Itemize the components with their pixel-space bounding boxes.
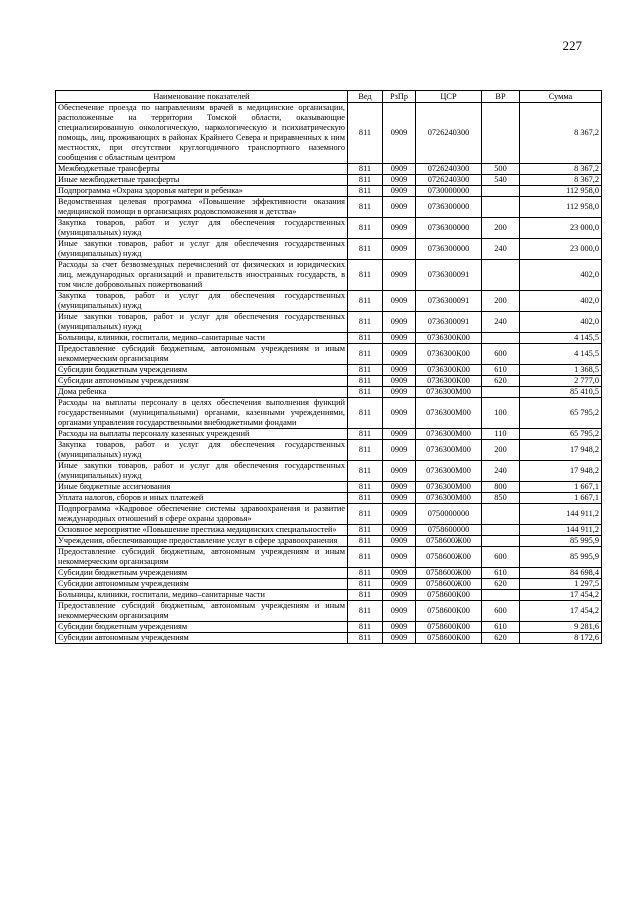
table-row xyxy=(56,461,602,482)
row-name: Иные закупки товаров, работ и услуг для обеспечения государственных (муниципальных) нужд xyxy=(56,312,348,333)
row-sum: 17 454,2 xyxy=(520,590,602,601)
row-ved: 811 xyxy=(348,312,383,333)
header-name: Наименование показателей xyxy=(56,91,348,103)
row-sum: 112 958,0 xyxy=(520,186,602,197)
table-row xyxy=(56,429,602,440)
row-name: Подпрограмма «Охрана здоровья матери и ребенка» xyxy=(56,186,348,197)
row-rzpr: 0909 xyxy=(383,103,416,164)
row-csr: 0736300091 xyxy=(416,291,482,312)
row-vr: 620 xyxy=(482,579,520,590)
row-ved: 811 xyxy=(348,365,383,376)
row-vr: 620 xyxy=(482,633,520,644)
row-rzpr: 0909 xyxy=(383,387,416,398)
table-row xyxy=(56,525,602,536)
row-name: Предоставление субсидий бюджетным, автономным учреждениям и иным некоммерческим организациям xyxy=(56,601,348,622)
row-name: Субсидии автономным учреждениям xyxy=(56,579,348,590)
row-rzpr: 0909 xyxy=(383,291,416,312)
row-name: Предоставление субсидий бюджетным, автономным учреждениям и иным некоммерческим организациям xyxy=(56,547,348,568)
table-row xyxy=(56,333,602,344)
row-name: Иные межбюджетные трансферты xyxy=(56,175,348,186)
row-csr: 0736300К00 xyxy=(416,365,482,376)
row-rzpr: 0909 xyxy=(383,525,416,536)
row-ved: 811 xyxy=(348,601,383,622)
row-ved: 811 xyxy=(348,344,383,365)
row-name: Расходы за счет безвозмездных перечислений от физических и юридических лиц, международных организаций и правительств иностранных государств, в том числе добровольных пожертвований xyxy=(56,260,348,291)
row-ved: 811 xyxy=(348,103,383,164)
row-ved: 811 xyxy=(348,239,383,260)
row-sum: 17 454,2 xyxy=(520,601,602,622)
table-row xyxy=(56,312,602,333)
row-ved: 811 xyxy=(348,482,383,493)
row-rzpr: 0909 xyxy=(383,197,416,218)
row-name: Субсидии автономным учреждениям xyxy=(56,376,348,387)
row-rzpr: 0909 xyxy=(383,568,416,579)
row-vr: 610 xyxy=(482,568,520,579)
row-rzpr: 0909 xyxy=(383,260,416,291)
row-rzpr: 0909 xyxy=(383,601,416,622)
row-sum: 17 948,2 xyxy=(520,440,602,461)
table-row xyxy=(56,260,602,291)
page-number: 227 xyxy=(562,38,582,53)
row-sum: 8 367,2 xyxy=(520,103,602,164)
row-vr: 100 xyxy=(482,398,520,429)
row-ved: 811 xyxy=(348,525,383,536)
table-row xyxy=(56,622,602,633)
row-name: Основное мероприятие «Повышение престижа медицинских специальностей» xyxy=(56,525,348,536)
row-rzpr: 0909 xyxy=(383,622,416,633)
row-ved: 811 xyxy=(348,164,383,175)
row-vr: 600 xyxy=(482,344,520,365)
table-row xyxy=(56,601,602,622)
row-ved: 811 xyxy=(348,633,383,644)
row-csr: 0736300М00 xyxy=(416,493,482,504)
row-csr: 0758600Ж00 xyxy=(416,579,482,590)
row-name: Субсидии бюджетным учреждениям xyxy=(56,365,348,376)
row-csr: 0758600000 xyxy=(416,525,482,536)
row-ved: 811 xyxy=(348,175,383,186)
row-sum: 65 795,2 xyxy=(520,429,602,440)
row-name: Обеспечение проезда по направлениям врачей в медицинские организации, расположенные на территории Томской области, оказывающие специализированную онкологическую, наркологическую и психиатрическую помощь, лиц, проживающих в районах Крайнего Севера и приравненных к ним местностях, при отсутствии круглогодичного транспортного наземного сообщения с областным центром xyxy=(56,103,348,164)
row-ved: 811 xyxy=(348,547,383,568)
row-vr xyxy=(482,504,520,525)
row-csr: 0726240300 xyxy=(416,175,482,186)
table-row xyxy=(56,536,602,547)
row-vr: 850 xyxy=(482,493,520,504)
row-ved: 811 xyxy=(348,504,383,525)
row-sum: 144 911,2 xyxy=(520,504,602,525)
row-vr: 110 xyxy=(482,429,520,440)
row-sum: 9 281,6 xyxy=(520,622,602,633)
row-ved: 811 xyxy=(348,440,383,461)
row-rzpr: 0909 xyxy=(383,633,416,644)
row-name: Иные закупки товаров, работ и услуг для обеспечения государственных (муниципальных) нужд xyxy=(56,461,348,482)
table-row xyxy=(56,376,602,387)
row-sum: 23 000,0 xyxy=(520,218,602,239)
row-sum: 1 667,1 xyxy=(520,482,602,493)
row-vr: 240 xyxy=(482,312,520,333)
table-row xyxy=(56,186,602,197)
row-rzpr: 0909 xyxy=(383,547,416,568)
row-ved: 811 xyxy=(348,218,383,239)
row-name: Закупка товаров, работ и услуг для обеспечения государственных (муниципальных) нужд xyxy=(56,218,348,239)
row-rzpr: 0909 xyxy=(383,398,416,429)
budget-table xyxy=(55,90,602,644)
row-sum: 112 958,0 xyxy=(520,197,602,218)
row-vr: 240 xyxy=(482,461,520,482)
row-vr xyxy=(482,387,520,398)
row-rzpr: 0909 xyxy=(383,429,416,440)
row-sum: 4 145,5 xyxy=(520,344,602,365)
row-rzpr: 0909 xyxy=(383,218,416,239)
row-sum: 8 367,2 xyxy=(520,164,602,175)
row-ved: 811 xyxy=(348,568,383,579)
row-vr: 200 xyxy=(482,218,520,239)
row-sum: 402,0 xyxy=(520,260,602,291)
table-body xyxy=(56,103,602,644)
row-name: Иные бюджетные ассигнования xyxy=(56,482,348,493)
table-row xyxy=(56,579,602,590)
row-ved: 811 xyxy=(348,579,383,590)
row-name: Больницы, клиники, госпитали, медико–санитарные части xyxy=(56,333,348,344)
row-vr: 610 xyxy=(482,622,520,633)
row-csr: 0736300000 xyxy=(416,197,482,218)
row-csr: 0758600Ж00 xyxy=(416,536,482,547)
row-vr xyxy=(482,333,520,344)
table-row xyxy=(56,590,602,601)
row-ved: 811 xyxy=(348,260,383,291)
table-row xyxy=(56,344,602,365)
row-ved: 811 xyxy=(348,376,383,387)
row-csr: 0736300091 xyxy=(416,260,482,291)
row-sum: 1 368,5 xyxy=(520,365,602,376)
row-rzpr: 0909 xyxy=(383,482,416,493)
header-vr: ВР xyxy=(482,91,520,103)
table-row xyxy=(56,175,602,186)
row-csr: 0726240300 xyxy=(416,103,482,164)
row-vr xyxy=(482,260,520,291)
row-vr xyxy=(482,590,520,601)
row-sum: 1 297,5 xyxy=(520,579,602,590)
row-name: Уплата налогов, сборов и иных платежей xyxy=(56,493,348,504)
table-row xyxy=(56,482,602,493)
row-sum: 402,0 xyxy=(520,312,602,333)
row-name: Расходы на выплаты персоналу казенных учреждений xyxy=(56,429,348,440)
row-ved: 811 xyxy=(348,493,383,504)
row-ved: 811 xyxy=(348,333,383,344)
row-vr: 200 xyxy=(482,440,520,461)
row-vr xyxy=(482,103,520,164)
row-csr: 0758600Ж00 xyxy=(416,547,482,568)
row-sum: 84 698,4 xyxy=(520,568,602,579)
row-sum: 23 000,0 xyxy=(520,239,602,260)
table-row xyxy=(56,218,602,239)
row-sum: 65 795,2 xyxy=(520,398,602,429)
row-name: Дома ребенка xyxy=(56,387,348,398)
row-sum: 1 667,1 xyxy=(520,493,602,504)
row-name: Закупка товаров, работ и услуг для обеспечения государственных (муниципальных) нужд xyxy=(56,440,348,461)
row-vr: 600 xyxy=(482,547,520,568)
row-rzpr: 0909 xyxy=(383,376,416,387)
row-rzpr: 0909 xyxy=(383,344,416,365)
row-csr: 0736300000 xyxy=(416,239,482,260)
row-rzpr: 0909 xyxy=(383,175,416,186)
row-vr xyxy=(482,197,520,218)
table-row xyxy=(56,387,602,398)
row-ved: 811 xyxy=(348,536,383,547)
row-ved: 811 xyxy=(348,186,383,197)
row-vr xyxy=(482,525,520,536)
row-ved: 811 xyxy=(348,590,383,601)
table-header-row xyxy=(56,91,602,103)
row-sum: 85 995,9 xyxy=(520,547,602,568)
table-row xyxy=(56,568,602,579)
row-csr: 0736300М00 xyxy=(416,440,482,461)
header-rzpr: РзПр xyxy=(383,91,416,103)
table-row xyxy=(56,633,602,644)
row-rzpr: 0909 xyxy=(383,186,416,197)
row-csr: 0730000000 xyxy=(416,186,482,197)
row-csr: 0736300М00 xyxy=(416,482,482,493)
row-rzpr: 0909 xyxy=(383,493,416,504)
row-rzpr: 0909 xyxy=(383,312,416,333)
row-vr: 200 xyxy=(482,291,520,312)
row-csr: 0736300К00 xyxy=(416,333,482,344)
row-csr: 0736300М00 xyxy=(416,461,482,482)
row-csr: 0736300К00 xyxy=(416,376,482,387)
row-csr: 0736300М00 xyxy=(416,387,482,398)
row-vr: 540 xyxy=(482,175,520,186)
row-ved: 811 xyxy=(348,387,383,398)
row-rzpr: 0909 xyxy=(383,440,416,461)
row-name: Расходы на выплаты персоналу в целях обеспечения выполнения функций государственными (муниципальными) органами, казенными учреждениями, органами управления государственными внебюджетными фондами xyxy=(56,398,348,429)
row-csr: 0758600К00 xyxy=(416,633,482,644)
row-vr: 240 xyxy=(482,239,520,260)
header-csr: ЦСР xyxy=(416,91,482,103)
row-rzpr: 0909 xyxy=(383,461,416,482)
row-rzpr: 0909 xyxy=(383,536,416,547)
table-row xyxy=(56,239,602,260)
row-vr xyxy=(482,186,520,197)
row-name: Предоставление субсидий бюджетным, автономным учреждениям и иным некоммерческим организациям xyxy=(56,344,348,365)
row-rzpr: 0909 xyxy=(383,504,416,525)
table-row xyxy=(56,504,602,525)
row-name: Субсидии бюджетным учреждениям xyxy=(56,622,348,633)
row-name: Ведомственная целевая программа «Повышение эффективности оказания медицинской помощи в организациях родовспоможения и детства» xyxy=(56,197,348,218)
row-ved: 811 xyxy=(348,429,383,440)
row-ved: 811 xyxy=(348,291,383,312)
row-vr: 610 xyxy=(482,365,520,376)
row-rzpr: 0909 xyxy=(383,333,416,344)
row-vr: 500 xyxy=(482,164,520,175)
row-name: Иные закупки товаров, работ и услуг для обеспечения государственных (муниципальных) нужд xyxy=(56,239,348,260)
table-row xyxy=(56,547,602,568)
row-csr: 0758600К00 xyxy=(416,622,482,633)
row-csr: 0736300М00 xyxy=(416,398,482,429)
row-rzpr: 0909 xyxy=(383,365,416,376)
row-name: Закупка товаров, работ и услуг для обеспечения государственных (муниципальных) нужд xyxy=(56,291,348,312)
header-sum: Сумма xyxy=(520,91,602,103)
table-row xyxy=(56,291,602,312)
row-sum: 85 410,5 xyxy=(520,387,602,398)
row-ved: 811 xyxy=(348,197,383,218)
row-csr: 0758600Ж00 xyxy=(416,568,482,579)
row-sum: 8 172,6 xyxy=(520,633,602,644)
row-name: Больницы, клиники, госпитали, медико–санитарные части xyxy=(56,590,348,601)
row-name: Учреждения, обеспечивающие предоставление услуг в сфере здравоохранения xyxy=(56,536,348,547)
row-vr: 620 xyxy=(482,376,520,387)
row-rzpr: 0909 xyxy=(383,590,416,601)
row-csr: 0736300091 xyxy=(416,312,482,333)
table-row xyxy=(56,103,602,164)
row-vr xyxy=(482,536,520,547)
row-name: Субсидии автономным учреждениям xyxy=(56,633,348,644)
row-csr: 0758600К00 xyxy=(416,601,482,622)
row-sum: 2 777,0 xyxy=(520,376,602,387)
row-sum: 144 911,2 xyxy=(520,525,602,536)
row-sum: 402,0 xyxy=(520,291,602,312)
row-name: Межбюджетные трансферты xyxy=(56,164,348,175)
table-row xyxy=(56,164,602,175)
table-row xyxy=(56,493,602,504)
row-ved: 811 xyxy=(348,622,383,633)
table-row xyxy=(56,398,602,429)
row-name: Субсидии бюджетным учреждениям xyxy=(56,568,348,579)
row-rzpr: 0909 xyxy=(383,239,416,260)
row-ved: 811 xyxy=(348,398,383,429)
table-row xyxy=(56,365,602,376)
row-csr: 0750000000 xyxy=(416,504,482,525)
row-sum: 85 995,9 xyxy=(520,536,602,547)
row-csr: 0758600К00 xyxy=(416,590,482,601)
row-sum: 8 367,2 xyxy=(520,175,602,186)
row-name: Подпрограмма «Кадровое обеспечение системы здравоохранения и развитие международных отношений в сфере охраны здоровья» xyxy=(56,504,348,525)
row-sum: 4 145,5 xyxy=(520,333,602,344)
row-csr: 0736300М00 xyxy=(416,429,482,440)
row-csr: 0736300000 xyxy=(416,218,482,239)
row-sum: 17 948,2 xyxy=(520,461,602,482)
row-ved: 811 xyxy=(348,461,383,482)
row-csr: 0736300К00 xyxy=(416,344,482,365)
row-rzpr: 0909 xyxy=(383,164,416,175)
row-vr: 800 xyxy=(482,482,520,493)
row-csr: 0726240300 xyxy=(416,164,482,175)
header-ved: Вед xyxy=(348,91,383,103)
table-row xyxy=(56,440,602,461)
row-rzpr: 0909 xyxy=(383,579,416,590)
row-vr: 600 xyxy=(482,601,520,622)
table-row xyxy=(56,197,602,218)
